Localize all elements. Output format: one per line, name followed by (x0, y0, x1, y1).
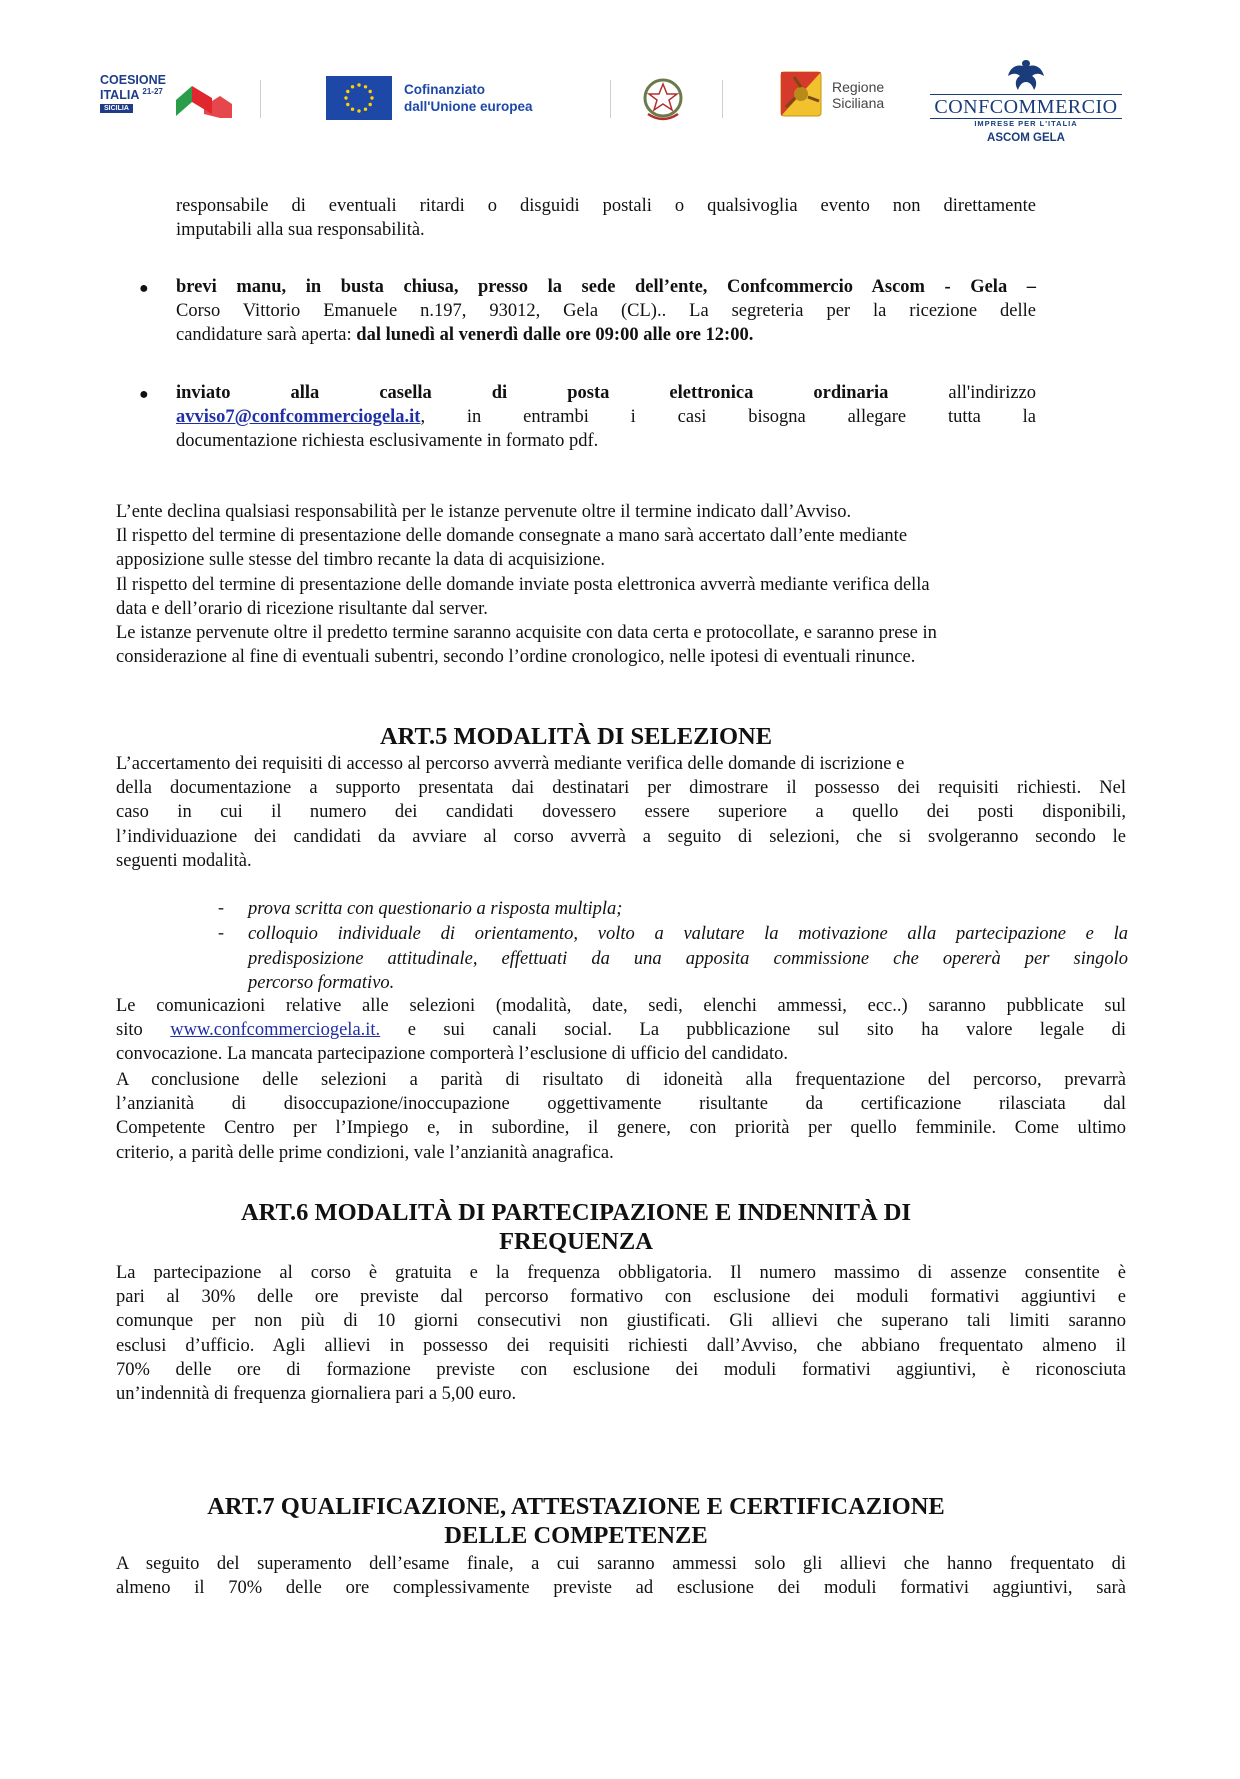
header-logo-strip: COESIONE ITALIA $^{21-27}$ SICILIA Cofinanziato dall'Unione europea Regione Siciliana CONFCOMMERCIO IMPRESE PER L'ITALIA ASCOM GELA (100, 66, 1130, 146)
selection-method-interview: colloquio individuale di orientamento, volto a valutare la motivazione alla partecipazione e la predisposizione attitudinale, effettuati da una apposita commissione che opererà per singolo percorso formativo. (248, 924, 1128, 993)
email-link[interactable]: avviso7@confcommerciogela.it (176, 407, 421, 428)
list-dash: - (218, 897, 224, 917)
logo-divider (610, 80, 611, 118)
website-link[interactable]: www.confcommerciogela.it. (170, 1020, 381, 1041)
logo-divider (722, 80, 723, 118)
art6-heading: ART.6 MODALITÀ DI PARTECIPAZIONE E INDENNITÀ DI FREQUENZA (240, 1199, 912, 1255)
art5-heading: ART.5 MODALITÀ DI SELEZIONE (379, 723, 773, 750)
italian-republic-emblem-icon (640, 74, 686, 129)
coesione-arrows-icon (162, 76, 236, 120)
intro-continuation: responsabile di eventuali ritardi o disguidi postali o qualsivoglia evento non direttamente imputabili alla sua responsabilità. (176, 196, 1036, 241)
confcommercio-logo: CONFCOMMERCIO IMPRESE PER L'ITALIA ASCOM GELA (922, 56, 1130, 146)
selection-method-written-test: prova scritta con questionario a risposta multipla; (248, 899, 623, 919)
bullet-dot: ● (139, 386, 149, 403)
eu-flag-icon (326, 76, 392, 120)
list-dash: - (218, 922, 224, 942)
art6-paragraph: La partecipazione al corso è gratuita e la frequenza obbligatoria. Il numero massimo di assenze consentite è pari al 30% delle ore previste dal percorso formativo con esclusione dei moduli formativi aggiuntivi e comunque per non più di 10 giorni consecutivi non giustificati. Gli allievi che superano tali limiti saranno esclusi d’ufficio. Agli allievi in possesso dei requisiti richiesti dall’Avviso, che abbiano frequentato almeno il 70% delle ore di formazione previste con esclusione dei moduli formativi aggiuntivi, è riconosciuta un’indennità di frequenza giornaliera pari a 5,00 euro. (116, 1263, 1126, 1405)
responsibility-paragraph: L’ente declina qualsiasi responsabilità per le istanze pervenute oltre il termine indicato dall’Avviso. Il rispetto del termine di presentazione delle domande consegnate a mano sarà accertato dall’ente mediante apposizione sulle stesse del timbro recante la data di acquisizione. Il rispetto del termine di presentazione delle domande inviate posta elettronica avverrà mediante verifica della data e dell’orario di ricezione risultante dal server. Le istanze pervenute oltre il predetto termine saranno acquisite con data certa e protocollate, e saranno prese in considerazione al fine di eventuali subentri, secondo l’ordine cronologico, nelle ipotesi di eventuali rinunce. (116, 502, 937, 668)
art5-paragraph-1: L’accertamento dei requisiti di accesso al percorso avverrà mediante verifica delle domande di iscrizione e della documentazione a supporto presentata dai destinatari per dimostrare il possesso dei requisiti richiesti. Nel caso in cui il numero dei candidati dovessero essere superiore a quello dei posti disponibili, l’individuazione dei candidati da avviare al corso avverrà a seguito di selezioni, che si svolgeranno secondo le seguenti modalità. (116, 754, 1126, 871)
coesione-italia-logo: COESIONE ITALIA $^{21-27}$ SICILIA (100, 74, 240, 130)
regione-siciliana-logo: Regione Siciliana (780, 71, 822, 122)
bullet-dot: ● (139, 280, 149, 297)
eagle-icon (1006, 56, 1046, 96)
art7-heading: ART.7 QUALIFICAZIONE, ATTESTAZIONE E CERTIFICAZIONE DELLE COMPETENZE (207, 1493, 945, 1549)
art5-paragraph-3: A conclusione delle selezioni a parità di risultato di idoneità alla frequentazione del percorso, prevarrà l’anzianità di disoccupazione/inoccupazione oggettivamente risultante da certificazione rilasciata dal Competente Centro per l’Impiego e, in subordine, il genere, con priorità per quello femminile. Come ultimo criterio, a parità delle prime condizioni, vale l’anzianità anagrafica. (116, 1070, 1126, 1163)
bullet-email-delivery: inviato alla casella di posta elettronica ordinaria all'indirizzo avviso7@confcommerciogela.it, in entrambi i casi bisogna allegare tutta la documentazione richiesta esclusivamente in formato pdf. (176, 383, 1037, 452)
bullet-delivery-by-hand: brevi manu, in busta chiusa, presso la sede dell’ente, Confcommercio Ascom - Gela – Corso Vittorio Emanuele n.197, 93012, Gela (CL).. La segreteria per la ricezione delle candidature sarà aperta: dal lunedì al venerdì dalle ore 09:00 alle ore 12:00. (176, 277, 1036, 346)
logo-divider (260, 80, 261, 118)
trinacria-shield-icon (780, 71, 822, 117)
art7-paragraph: A seguito del superamento dell’esame finale, a cui saranno ammessi solo gli allievi che hanno frequentato di almeno il 70% delle ore complessivamente previste ad esclusione dei moduli formativi aggiuntivi, sarà (116, 1554, 1126, 1599)
art5-paragraph-2: Le comunicazioni relative alle selezioni (modalità, date, sedi, elenchi ammessi, ecc..) saranno pubblicate sul sito www.confcommerciogela.it. e sui canali social. La pubblicazione sul sito ha valore legale di convocazione. La mancata partecipazione comporterà l’esclusione di ufficio del candidato. (116, 996, 1126, 1065)
